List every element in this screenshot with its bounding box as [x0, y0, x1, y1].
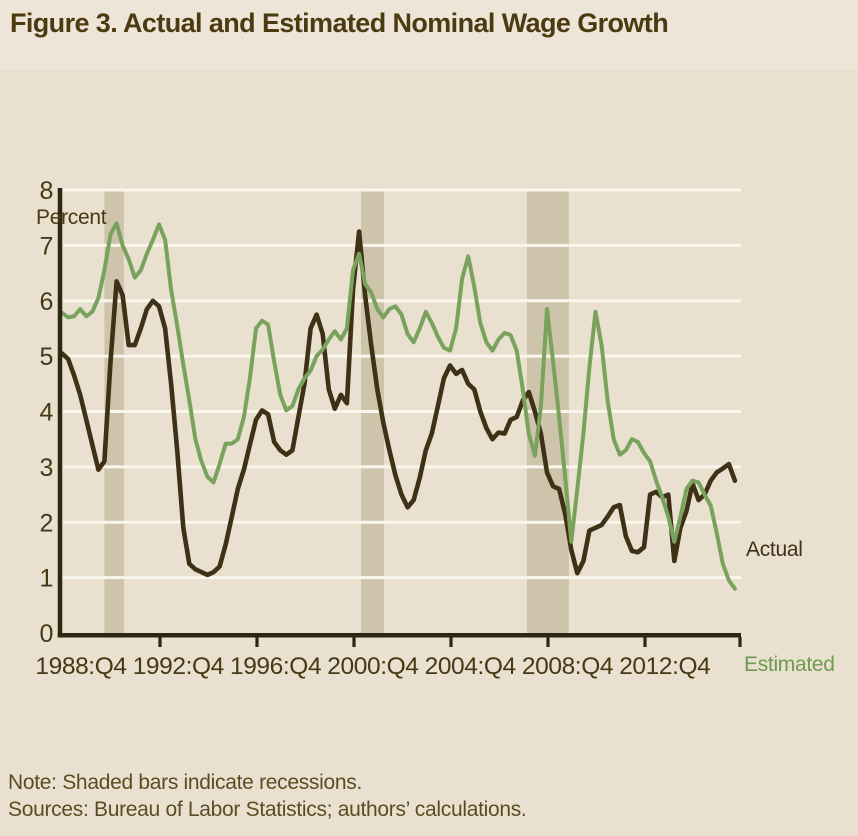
x-tick-label-3: 2000:Q4 [327, 653, 419, 680]
figure-title: Figure 3. Actual and Estimated Nominal Wage Growth [10, 8, 669, 38]
wage-growth-chart [0, 70, 858, 836]
y-tick-label-8: 8 [39, 177, 53, 205]
y-axis-unit-label: Percent [36, 206, 107, 229]
x-tick-label-4: 2004:Q4 [424, 653, 516, 680]
y-tick-label-0: 0 [39, 620, 53, 648]
y-tick-label-6: 6 [39, 287, 53, 316]
y-tick-label-1: 1 [39, 564, 53, 593]
y-tick-label-3: 3 [39, 453, 53, 482]
x-tick-label-5: 2008:Q4 [521, 653, 614, 680]
x-tick-label-6: 2012:Q4 [619, 653, 711, 680]
figure-background [0, 70, 858, 836]
estimated-series-label: Estimated [744, 653, 835, 676]
x-tick-label-2: 1996:Q4 [229, 653, 322, 680]
y-tick-label-5: 5 [39, 343, 53, 372]
note-text: Note: Shaded bars indicate recessions. [8, 771, 362, 794]
chart-figure [0, 70, 858, 836]
y-tick-label-4: 4 [39, 398, 53, 427]
y-tick-label-2: 2 [39, 509, 53, 538]
y-tick-label-7: 7 [39, 232, 53, 261]
sources-text: Sources: Bureau of Labor Statistics; authors’ calculations. [8, 798, 527, 821]
actual-series-label: Actual [746, 538, 803, 561]
x-tick-label-0: 1988:Q4 [35, 653, 127, 680]
x-tick-label-1: 1992:Q4 [132, 653, 224, 680]
